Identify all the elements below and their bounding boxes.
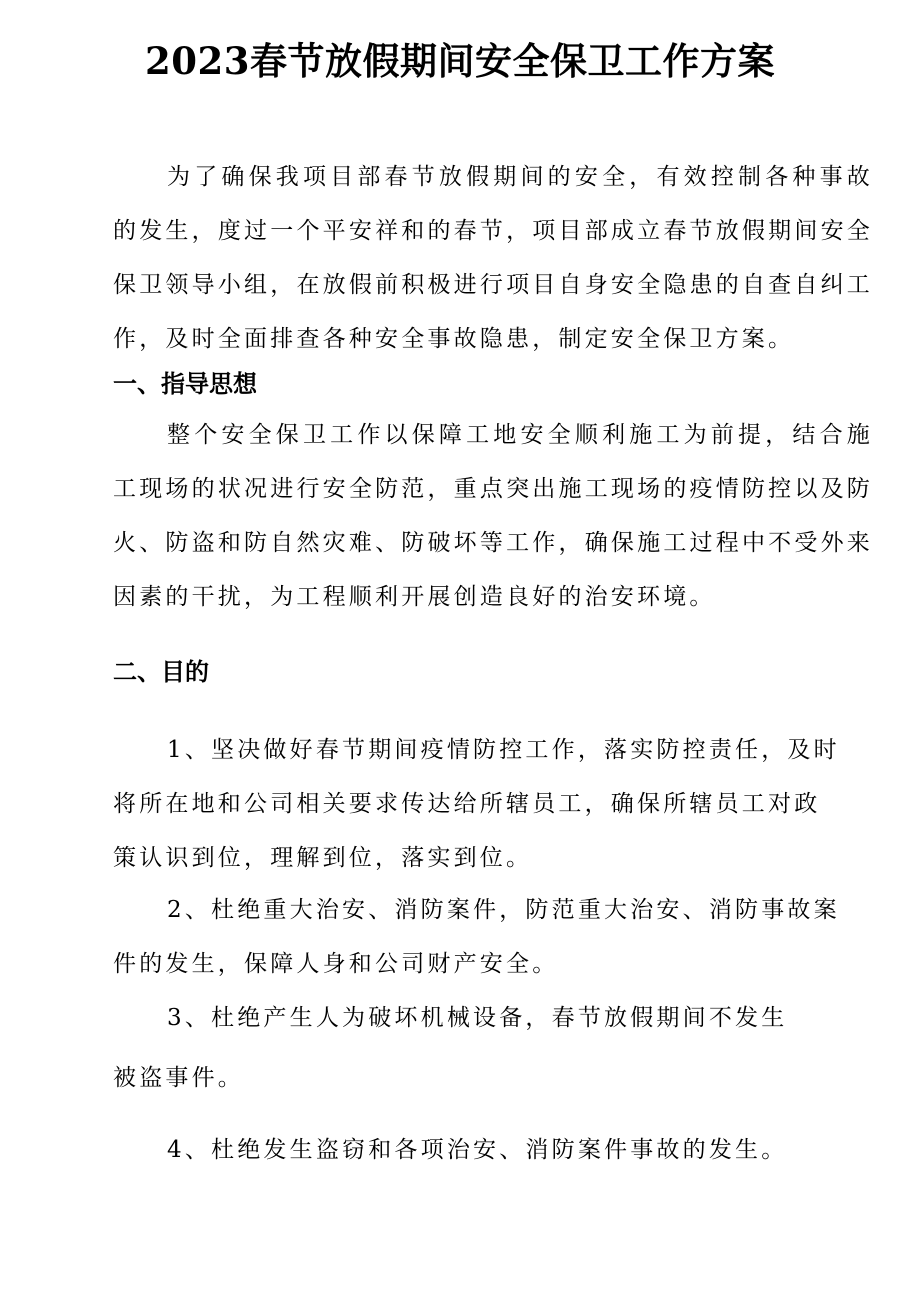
purpose-item-3-line-2: 被盗事件。 bbox=[113, 1065, 244, 1091]
purpose-item-3-line-1: 3、杜绝产生人为破坏机械设备，春节放假期间不发生 bbox=[167, 1005, 788, 1031]
intro-paragraph: 为了确保我项目部春节放假期间的安全，有效控制各种事故的发生，度过一个平安祥和的春节，项目部成立春节放假期间安全保卫领导小组，在放假前积极进行项目自身安全隐患的自查自纠工作，及时全面排查各种安全事故隐患，制定安全保卫方案。 bbox=[113, 164, 873, 352]
purpose-item-1-line-3: 策认识到位，理解到位，落实到位。 bbox=[113, 845, 533, 871]
purpose-item-4-line-1: 4、杜绝发生盗窃和各项治安、消防案件事故的发生。 bbox=[167, 1137, 788, 1163]
section-heading-purpose: 二、目的 bbox=[113, 658, 209, 686]
document-title: 2023春节放假期间安全保卫工作方案 bbox=[145, 39, 775, 83]
purpose-item-1-line-2: 将所在地和公司相关要求传达给所辖员工，确保所辖员工对政 bbox=[113, 791, 821, 817]
purpose-item-1-line-1: 1、坚决做好春节期间疫情防控工作，落实防控责任，及时 bbox=[167, 737, 840, 763]
purpose-item-2-line-1: 2、杜绝重大治安、消防案件，防范重大治安、消防事故案 bbox=[167, 897, 840, 923]
guiding-principle-paragraph: 整个安全保卫工作以保障工地安全顺利施工为前提，结合施工现场的状况进行安全防范，重点突出施工现场的疫情防控以及防火、防盗和防自然灾难、防破坏等工作，确保施工过程中不受外来因素的干扰，为工程顺利开展创造良好的治安环境。 bbox=[113, 422, 873, 610]
purpose-item-2-line-2: 件的发生，保障人身和公司财产安全。 bbox=[113, 951, 559, 977]
section-heading-guiding-principle: 一、指导思想 bbox=[113, 370, 257, 398]
